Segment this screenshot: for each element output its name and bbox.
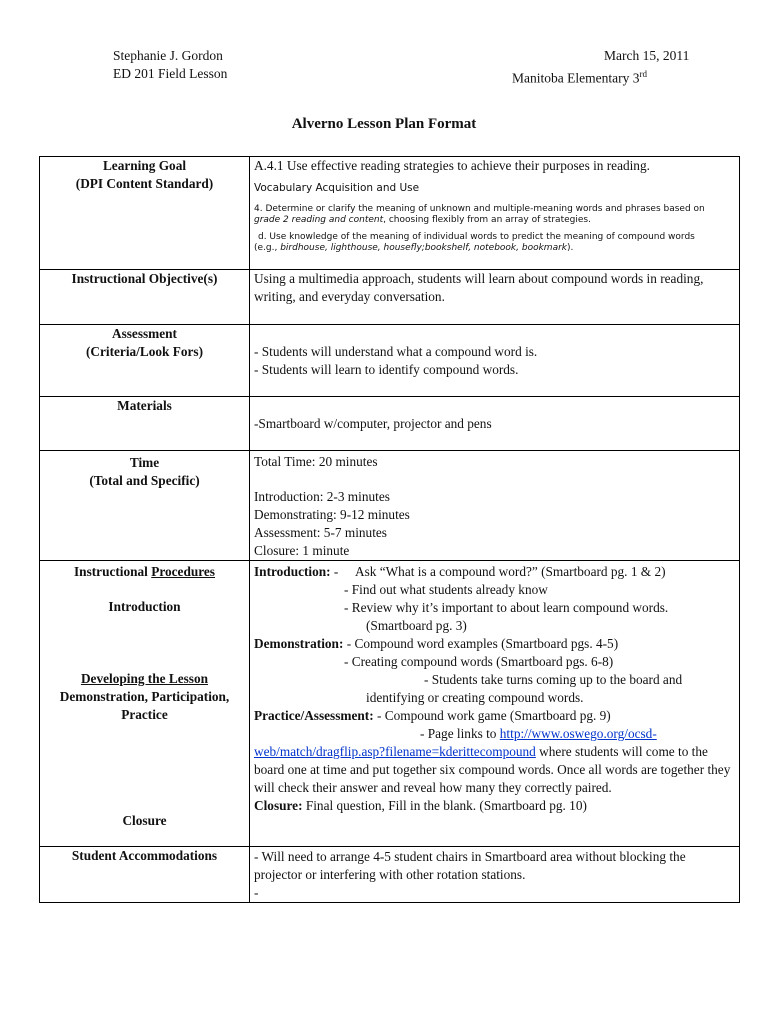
- proc-demo-head: Demonstration: - Compound word examples (Smartboard pgs. 4-5): [254, 636, 619, 651]
- author-name: Stephanie J. Gordon: [113, 48, 223, 63]
- content-materials: -Smartboard w/computer, projector and pens: [250, 397, 740, 451]
- time-assessment: Assessment: 5-7 minutes: [254, 525, 387, 540]
- row-instructional-objective: [40, 270, 740, 325]
- proc-demo-item: - Students take turns coming up to the board and: [424, 672, 683, 687]
- lesson-plan-table: [39, 156, 740, 903]
- label-assessment: Assessment (Criteria/Look Fors): [40, 325, 250, 397]
- school-name: Manitoba Elementary 3rd: [512, 69, 647, 86]
- goal-vocab-heading: Vocabulary Acquisition and Use: [254, 182, 420, 194]
- proc-practice-desc: web/match/dragflip.asp?filename=kderittecompound where students will come to the board one at time and put together six compound words. Once all words are together they will check their answer and reveal how many they correctly paired.: [254, 744, 731, 795]
- date-school-block: [512, 47, 712, 88]
- label-learning-goal: Learning Goal (DPI Content Standard): [40, 157, 250, 270]
- label-student-accommodations: Student Accommodations: [40, 847, 250, 903]
- label-procedures: Instructional Procedures Introduction Developing the Lesson Demonstration, Participation, Practice Closure: [40, 561, 250, 847]
- lesson-date: March 15, 2011: [604, 48, 690, 63]
- content-instructional-objective: Using a multimedia approach, students will learn about compound words in reading, writing, and everyday conversation.: [250, 270, 740, 325]
- content-learning-goal: [250, 157, 740, 270]
- course-name: ED 201 Field Lesson: [113, 66, 228, 81]
- proc-demo-item: identifying or creating compound words.: [366, 690, 584, 705]
- content-time: [250, 451, 740, 561]
- row-materials: [40, 397, 740, 451]
- label-proc-intro: Introduction: [108, 599, 181, 614]
- row-assessment: [40, 325, 740, 397]
- label-proc-developing: Developing the Lesson: [80, 671, 209, 686]
- grade-superscript: rd: [639, 69, 647, 79]
- label-instructional-objective: Instructional Objective(s): [40, 270, 250, 325]
- proc-intro-item: - Review why it’s important to about learn compound words.: [344, 600, 669, 615]
- goal-item-4: 4. Determine or clarify the meaning of unknown and multiple-meaning words and phrases based on grade 2 reading and content, choosing flexibly from an array of strategies.: [254, 204, 705, 225]
- proc-practice-head: Practice/Assessment: - Compound work game (Smartboard pg. 9): [254, 708, 611, 723]
- document-title: Alverno Lesson Plan Format: [291, 116, 477, 132]
- label-proc-closure: Closure: [122, 813, 167, 828]
- content-student-accommodations: - Will need to arrange 4-5 student chairs in Smartboard area without blocking the projector or interfering with other rotation stations. -: [250, 847, 740, 903]
- time-intro: Introduction: 2-3 minutes: [254, 489, 390, 504]
- oswego-link[interactable]: http://www.oswego.org/ocsd-: [499, 726, 657, 741]
- proc-demo-item: - Creating compound words (Smartboard pgs. 6-8): [344, 654, 614, 669]
- oswego-link-cont[interactable]: web/match/dragflip.asp?filename=kderittecompound: [254, 744, 536, 759]
- label-materials: Materials: [40, 397, 250, 451]
- proc-intro-head: Introduction: - Ask “What is a compound word?” (Smartboard pg. 1 & 2): [254, 564, 666, 579]
- time-total: Total Time: 20 minutes: [254, 454, 378, 469]
- content-procedures: [250, 561, 740, 847]
- row-time: [40, 451, 740, 561]
- row-procedures: [40, 561, 740, 847]
- content-assessment: - Students will understand what a compound word is. - Students will learn to identify compound words.: [250, 325, 740, 397]
- time-demo: Demonstrating: 9-12 minutes: [254, 507, 410, 522]
- goal-standard: A.4.1 Use effective reading strategies to achieve their purposes in reading.: [254, 158, 650, 173]
- label-proc-demo: Demonstration, Participation, Practice: [59, 689, 230, 722]
- goal-item-d: d. Use knowledge of the meaning of individual words to predict the meaning of compound words (e.g., birdhouse, lighthouse, housefly;bookshelf, notebook, bookmark).: [254, 232, 695, 253]
- proc-intro-item: (Smartboard pg. 3): [366, 618, 467, 633]
- row-student-accommodations: [40, 847, 740, 903]
- proc-practice-item: - Page links to http://www.oswego.org/ocsd-: [420, 726, 657, 741]
- row-learning-goal: [40, 157, 740, 270]
- time-closure: Closure: 1 minute: [254, 543, 350, 558]
- proc-closure: Closure: Final question, Fill in the blank. (Smartboard pg. 10): [254, 798, 587, 813]
- label-time: Time (Total and Specific): [40, 451, 250, 561]
- author-block: [113, 47, 227, 83]
- proc-intro-item: - Find out what students already know: [344, 582, 548, 597]
